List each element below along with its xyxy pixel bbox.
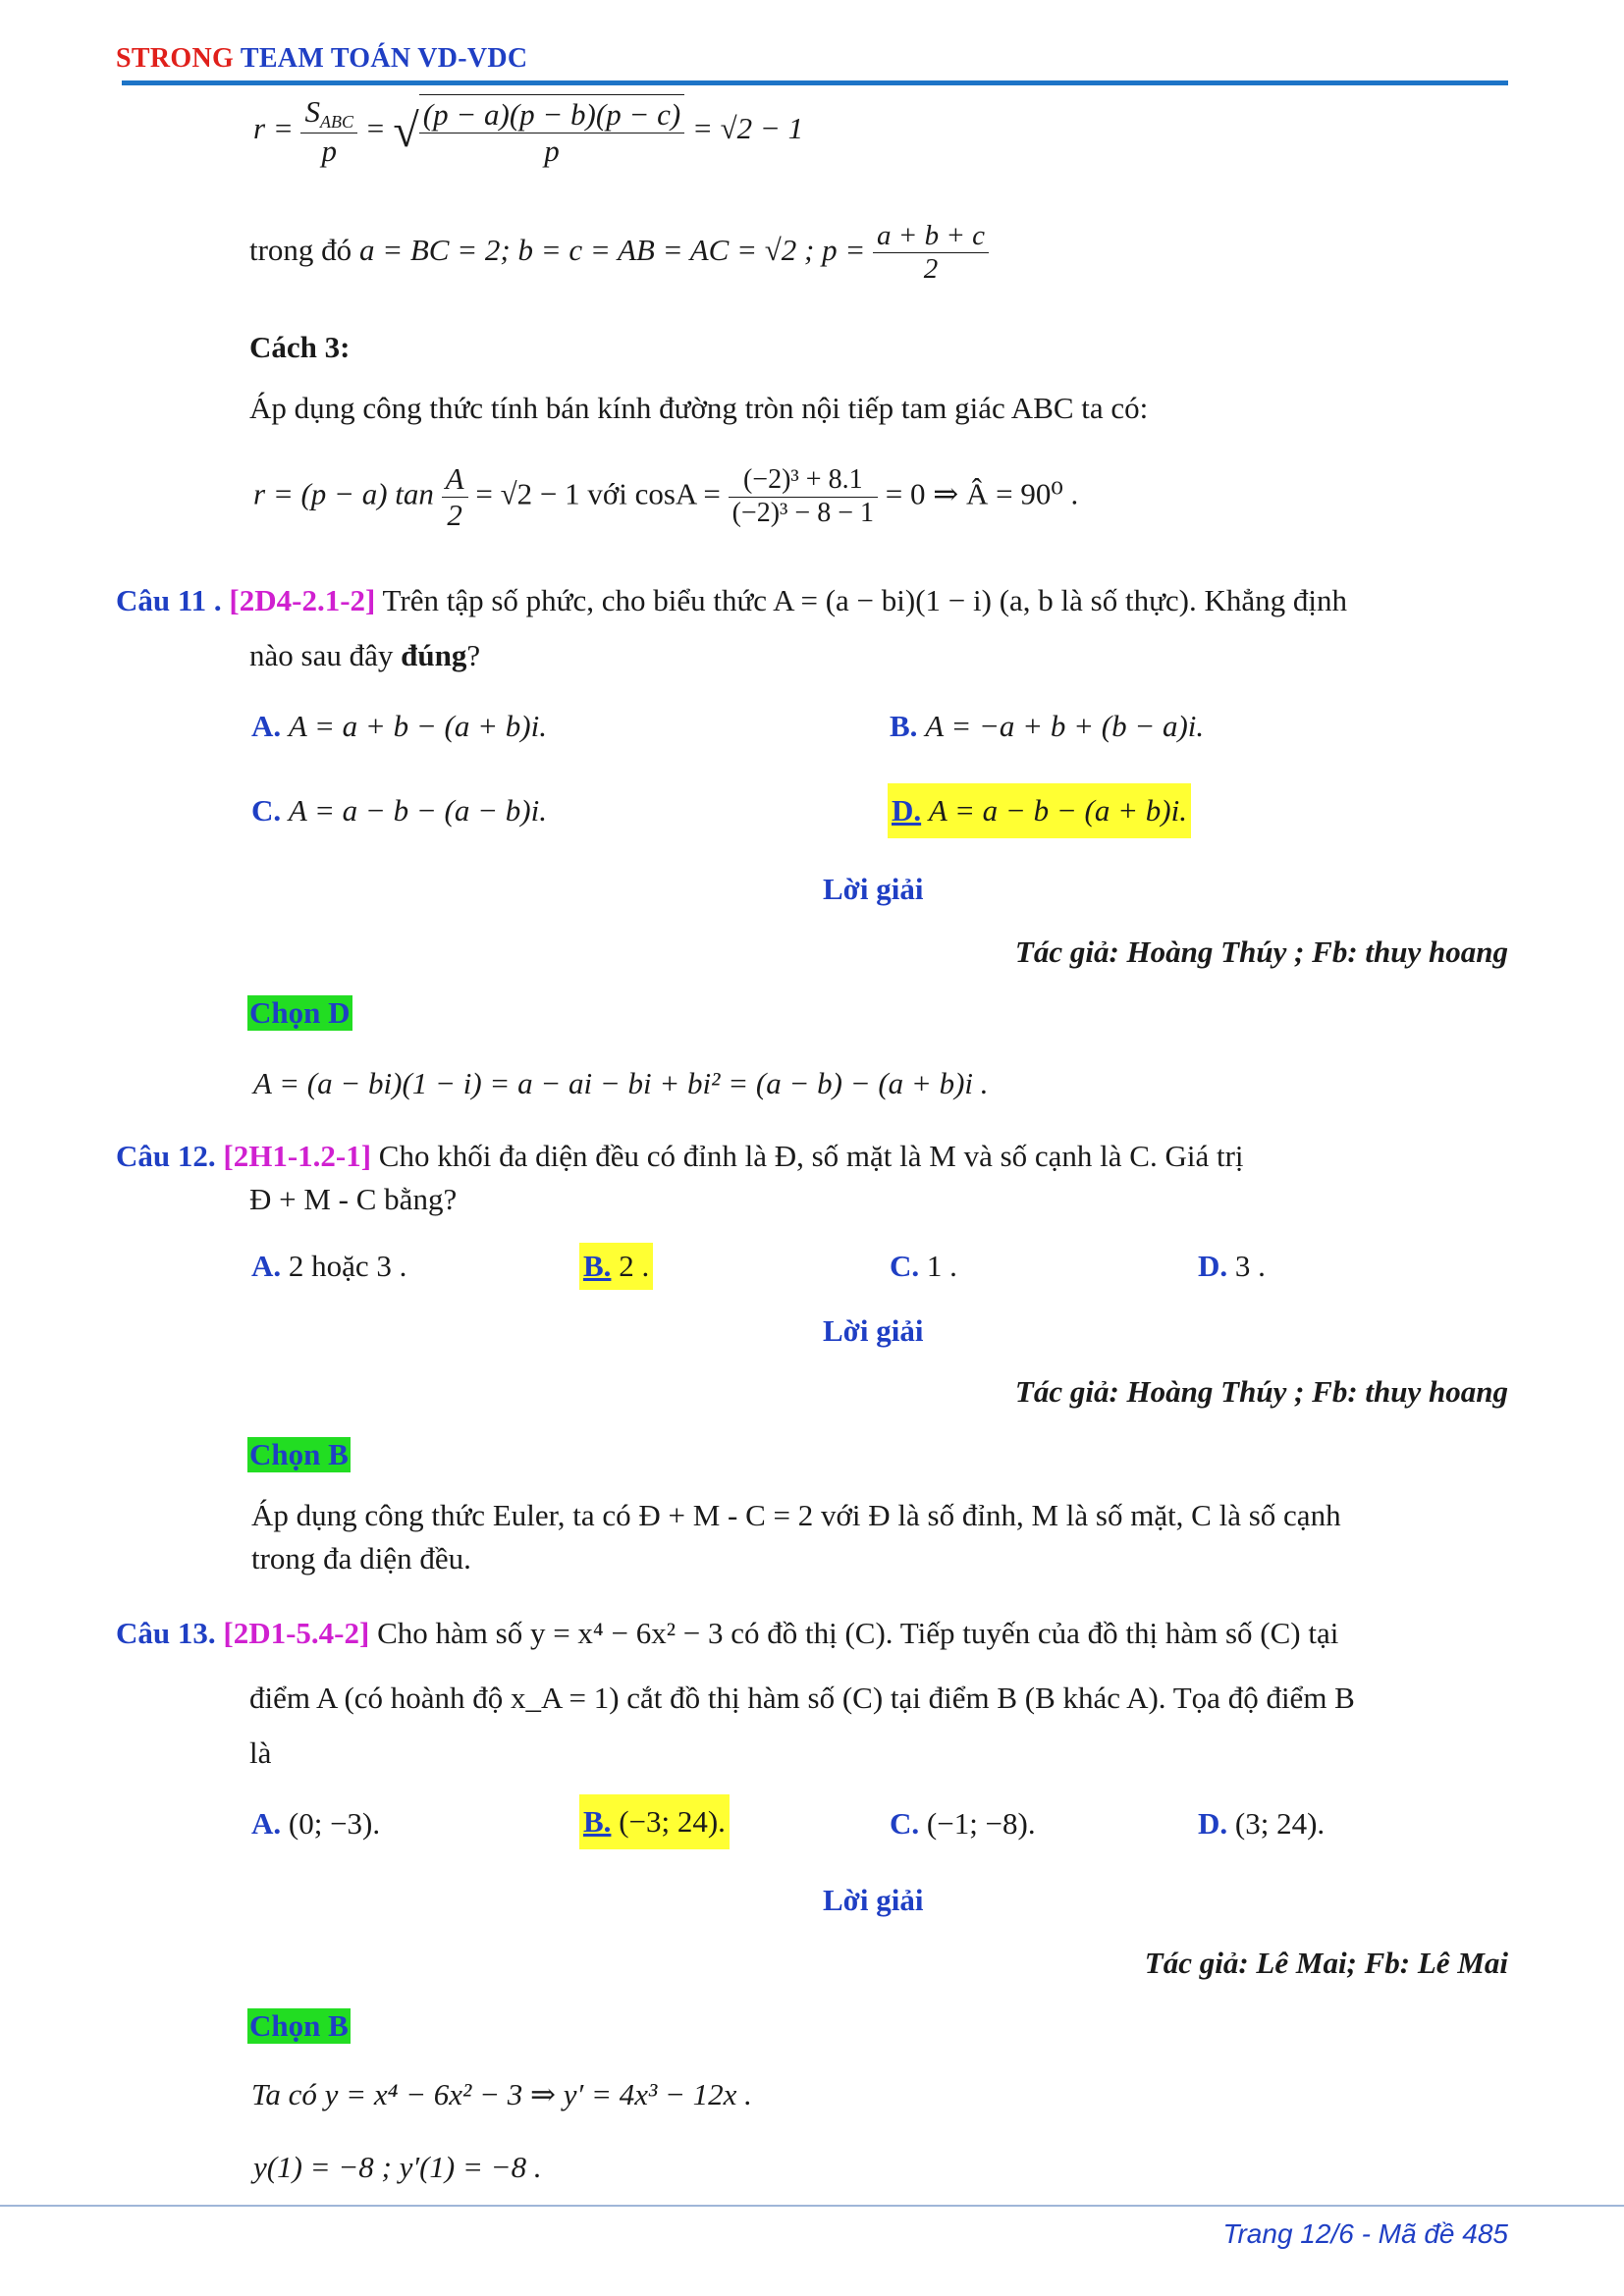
q11-option-a-text: A = a + b − (a + b)i. [288, 709, 547, 743]
q11-option-c-letter: C. [251, 793, 282, 828]
q11-option-b-letter: B. [890, 709, 918, 743]
q11-option-a[interactable] [251, 709, 547, 744]
q11-option-d-letter: D. [892, 793, 922, 828]
trongdo-math: a = BC = 2; b = c = AB = AC = √2 ; p = [358, 232, 866, 267]
trongdo-den: 2 [923, 253, 939, 286]
q12-option-d-text: 3 . [1227, 1249, 1266, 1283]
q12-tag: [2H1-1.2-1] [223, 1139, 372, 1173]
q12-text1: Cho khối đa diện đều có đỉnh là Đ, số mặt là M và số cạnh là C. Giá trị [371, 1139, 1244, 1173]
q13-option-d-text: (3; 24). [1227, 1806, 1326, 1841]
q11-option-b-text: A = −a + b + (b − a)i. [925, 709, 1205, 743]
q11-solution: A = (a − bi)(1 − i) = a − ai − bi + bi² = (a − b) − (a + b)i . [253, 1066, 989, 1100]
q12-option-d-letter: D. [1198, 1249, 1228, 1283]
eq-r-eq: = [364, 110, 386, 145]
eq-r-frac2 [419, 94, 684, 168]
sqrt-icon: √ [393, 105, 419, 158]
eq-r2-part3: = 0 ⇒ Â = 90⁰ . [885, 476, 1079, 511]
eq-r-rhs: = √2 − 1 [691, 110, 804, 145]
q13-option-d-letter: D. [1198, 1806, 1228, 1841]
q13-option-c[interactable] [890, 1806, 1036, 1842]
eq-r-den2: p [544, 133, 560, 168]
q13-option-a[interactable] [251, 1806, 380, 1842]
q11-loigiai: Lời giải [823, 872, 924, 906]
q13-text3: là [249, 1735, 272, 1770]
q11-chon: Chọn D [249, 995, 351, 1030]
page-footer: Trang 12/6 - Mã đề 485 [1222, 2218, 1508, 2249]
q12-text2: Đ + M - C bằng? [249, 1182, 458, 1216]
q12-stem [116, 1139, 1244, 1174]
q13-loigiai: Lời giải [823, 1883, 924, 1917]
q13-solution2: y(1) = −8 ; y′(1) = −8 . [253, 2150, 542, 2184]
q12-option-c[interactable] [890, 1249, 957, 1284]
q11-label: Câu 11 . [116, 583, 222, 617]
q11-option-c[interactable] [251, 793, 547, 828]
q11-option-a-letter: A. [251, 709, 282, 743]
trongdo-frac [873, 220, 989, 287]
q13-text1: Cho hàm số y = x⁴ − 6x² − 3 có đồ thị (C). Tiếp tuyến của đồ thị hàm số (C) tại [369, 1616, 1339, 1650]
q11-option-d[interactable] [888, 783, 1191, 838]
q12-label: Câu 12. [116, 1139, 216, 1173]
header-divider [122, 80, 1508, 85]
eq-r-frac1 [300, 94, 357, 168]
q12-loigiai: Lời giải [823, 1313, 924, 1348]
q12-option-c-letter: C. [890, 1249, 920, 1283]
q11-option-d-text: A = a − b − (a + b)i. [928, 793, 1187, 828]
equation-r2 [253, 461, 1078, 532]
q12-solution1: Áp dụng công thức Euler, ta có Đ + M - C = 2 với Đ là số đỉnh, M là số mặt, C là số cạnh [251, 1498, 1341, 1532]
q11-option-b[interactable] [890, 709, 1204, 744]
cach3-title: Cách 3: [249, 330, 351, 364]
q11-option-c-text: A = a − b − (a − b)i. [288, 793, 547, 828]
eq-r-num1: S [304, 94, 320, 129]
q13-tag: [2D1-5.4-2] [223, 1616, 370, 1650]
q13-option-a-letter: A. [251, 1806, 282, 1841]
q13-stem [116, 1616, 1338, 1651]
q11-stem [116, 583, 1508, 618]
q13-chon: Chọn B [249, 2008, 349, 2043]
q13-option-b-letter: B. [583, 1804, 612, 1839]
eq-r-num1-sub: ABC [319, 112, 353, 132]
eq-r2-num: (−2)³ + 8.1 [729, 464, 878, 497]
header-title [116, 43, 527, 75]
q13-text2: điểm A (có hoành độ x_A = 1) cắt đồ thị hàm số (C) tại điểm B (B khác A). Tọa độ điểm B [249, 1681, 1355, 1715]
cach3-text: Áp dụng công thức tính bán kính đường tròn nội tiếp tam giác ABC ta có: [249, 391, 1149, 425]
eq-r2-fden: 2 [447, 497, 462, 532]
q13-option-d[interactable] [1198, 1806, 1325, 1842]
eq-r2-part2: = √2 − 1 với cosA = [475, 476, 721, 511]
q12-option-d[interactable] [1198, 1249, 1266, 1284]
q12-option-a-text: 2 hoặc 3 . [281, 1249, 407, 1283]
q13-option-b[interactable] [579, 1794, 730, 1849]
q11-stem-line2 [249, 638, 480, 673]
trongdo-line [249, 220, 989, 287]
q12-option-b-text: 2 . [611, 1249, 650, 1283]
q12-option-a[interactable] [251, 1249, 406, 1284]
q13-solution1: Ta có y = x⁴ − 6x² − 3 ⇒ y′ = 4x³ − 12x . [251, 2077, 752, 2111]
eq-r-num2: (p − a)(p − b)(p − c) [419, 97, 684, 133]
trongdo-num: a + b + c [873, 220, 989, 253]
q11-text2b: đúng [401, 638, 467, 672]
q13-option-a-text: (0; −3). [281, 1806, 381, 1841]
eq-r-den1: p [321, 133, 337, 168]
q12-solution2: trong đa diện đều. [251, 1541, 471, 1575]
q12-option-a-letter: A. [251, 1249, 282, 1283]
eq-r2-part1: r = (p − a) tan [253, 476, 434, 511]
q12-chon: Chọn B [249, 1437, 349, 1471]
q13-label: Câu 13. [116, 1616, 216, 1650]
q11-tag: [2D4-2.1-2] [229, 583, 376, 617]
q13-option-c-text: (−1; −8). [919, 1806, 1036, 1841]
q13-author: Tác giả: Lê Mai; Fb: Lê Mai [1144, 1946, 1508, 1980]
eq-r-lhs: r = [253, 110, 294, 145]
q13-option-c-letter: C. [890, 1806, 920, 1841]
q11-text2c: ? [466, 638, 481, 672]
q12-option-c-text: 1 . [919, 1249, 957, 1283]
eq-r2-frac-a [442, 461, 468, 532]
equation-r [253, 94, 803, 168]
eq-r2-frac-cos [729, 464, 878, 528]
header-strong: STRONG [116, 43, 241, 74]
eq-r2-fnum: A [442, 461, 468, 498]
q12-author: Tác giả: Hoàng Thúy ; Fb: thuy hoang [1014, 1374, 1508, 1409]
trongdo-text: trong đó [249, 232, 359, 267]
q11-author: Tác giả: Hoàng Thúy ; Fb: thuy hoang [1014, 934, 1508, 969]
eq-r2-den: (−2)³ − 8 − 1 [731, 497, 874, 528]
q12-option-b[interactable] [579, 1243, 653, 1290]
q13-option-b-text: (−3; 24). [611, 1804, 726, 1839]
q11-text2a: nào sau đây [249, 638, 402, 672]
q12-option-b-letter: B. [583, 1249, 612, 1283]
footer-divider [0, 2205, 1624, 2207]
header-team: TEAM TOÁN VD-VDC [240, 43, 528, 74]
q11-text1: Trên tập số phức, cho biểu thức A = (a − bi)(1 − i) (a, b là số thực). Khẳng định [375, 583, 1347, 617]
